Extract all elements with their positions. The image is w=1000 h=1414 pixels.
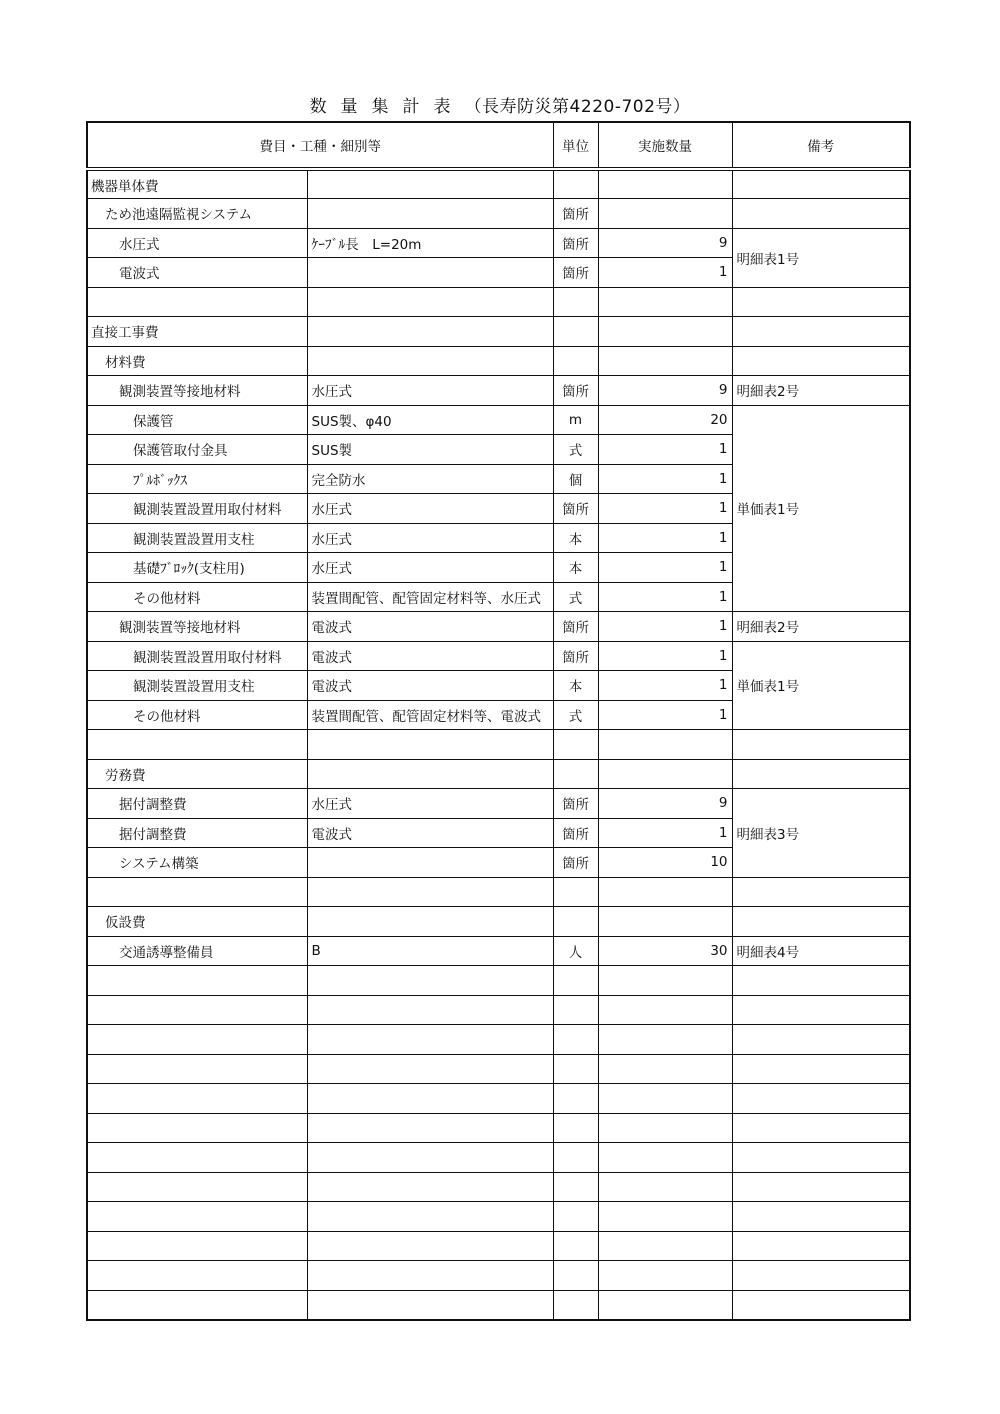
table-row [87,936,910,966]
cell-item-name: 観測装置設置用支柱 [87,523,307,553]
table-row [87,228,910,258]
cell-spec [307,1202,553,1232]
cell-unit [553,907,598,937]
title-suffix: （長寿防災第4220-702号） [464,97,691,117]
cell-spec [307,346,553,376]
cell-qty: 1 [598,464,732,494]
cell-qty [598,1054,732,1084]
cell-unit: 箇所 [553,818,598,848]
cell-spec: 水圧式 [307,789,553,819]
cell-spec: B [307,936,553,966]
cell-item-name: 観測装置設置用取付材料 [87,494,307,524]
cell-unit: 箇所 [553,258,598,288]
cell-qty [598,1025,732,1055]
cell-qty [598,1084,732,1114]
cell-item-name: システム構築 [87,848,307,878]
table-row [87,1231,910,1261]
cell-item-name: ため池遠隔監視システム [87,199,307,229]
cell-item-name: 観測装置等接地材料 [87,376,307,406]
cell-item-name [87,1025,307,1055]
cell-note [732,287,910,317]
cell-spec: 電波式 [307,612,553,642]
cell-note [732,995,910,1025]
table-row [87,1202,910,1232]
cell-item-name: 観測装置設置用支柱 [87,671,307,701]
cell-qty: 1 [598,818,732,848]
table-row [87,1054,910,1084]
cell-note [732,1290,910,1320]
cell-qty [598,1202,732,1232]
cell-spec [307,287,553,317]
table-row [87,199,910,229]
cell-note [732,966,910,996]
cell-unit [553,1113,598,1143]
cell-unit: 箇所 [553,612,598,642]
cell-note [732,1084,910,1114]
cell-spec [307,317,553,347]
cell-unit: 箇所 [553,228,598,258]
cell-spec [307,199,553,229]
table-row [87,907,910,937]
cell-qty: 1 [598,523,732,553]
cell-qty [598,1231,732,1261]
table-row [87,641,910,671]
cell-spec [307,1084,553,1114]
cell-qty: 20 [598,405,732,435]
cell-note [732,1143,910,1173]
cell-item-name: 水圧式 [87,228,307,258]
cell-note [732,1113,910,1143]
cell-unit [553,346,598,376]
table-row [87,730,910,760]
cell-unit [553,730,598,760]
header-unit: 単位 [553,122,598,169]
cell-spec [307,730,553,760]
cell-unit [553,1084,598,1114]
header-note: 備考 [732,122,910,169]
cell-unit [553,1290,598,1320]
cell-item-name [87,1113,307,1143]
page-title [0,92,1000,117]
cell-note: 明細表4号 [732,936,910,966]
cell-unit [553,169,598,199]
cell-item-name [87,1290,307,1320]
cell-note [732,1054,910,1084]
cell-unit: 式 [553,435,598,465]
cell-spec [307,848,553,878]
cell-item-name: 保護管取付金具 [87,435,307,465]
cell-spec: SUS製 [307,435,553,465]
cell-item-name: 基礎ﾌﾞﾛｯｸ(支柱用) [87,553,307,583]
cell-spec [307,1290,553,1320]
cell-qty: 1 [598,258,732,288]
cell-qty [598,1113,732,1143]
table-row [87,287,910,317]
cell-note [732,1202,910,1232]
cell-spec [307,1113,553,1143]
cell-item-name [87,966,307,996]
table-row [87,346,910,376]
cell-item-name [87,1261,307,1291]
cell-qty [598,730,732,760]
cell-spec: 電波式 [307,671,553,701]
cell-note [732,877,910,907]
table-row [87,1084,910,1114]
cell-qty: 1 [598,582,732,612]
cell-spec: 装置間配管、配管固定材料等、水圧式 [307,582,553,612]
cell-qty [598,1143,732,1173]
cell-item-name [87,995,307,1025]
cell-note [732,169,910,199]
cell-unit [553,1025,598,1055]
cell-item-name: ﾌﾟﾙﾎﾞｯｸｽ [87,464,307,494]
cell-note [732,1025,910,1055]
cell-note: 単価表1号 [732,405,910,612]
cell-unit [553,759,598,789]
cell-item-name [87,1172,307,1202]
cell-item-name: 労務費 [87,759,307,789]
cell-note: 明細表2号 [732,376,910,406]
cell-item-name: 保護管 [87,405,307,435]
cell-note [732,730,910,760]
table-row [87,966,910,996]
cell-note [732,199,910,229]
cell-note [732,346,910,376]
cell-qty [598,199,732,229]
table-row [87,1143,910,1173]
cell-note: 明細表1号 [732,228,910,287]
cell-unit: 本 [553,553,598,583]
cell-unit [553,287,598,317]
cell-spec: 装置間配管、配管固定材料等、電波式 [307,700,553,730]
cell-item-name [87,730,307,760]
cell-note: 明細表2号 [732,612,910,642]
cell-qty [598,1172,732,1202]
cell-spec [307,169,553,199]
cell-unit [553,877,598,907]
cell-spec [307,1261,553,1291]
cell-qty [598,759,732,789]
cell-qty [598,1290,732,1320]
cell-spec: 水圧式 [307,523,553,553]
cell-unit: 式 [553,582,598,612]
title-main: 数量集計表 [309,97,465,117]
cell-spec [307,1054,553,1084]
header-row [87,122,910,169]
cell-item-name [87,1143,307,1173]
table-row [87,1025,910,1055]
cell-note [732,907,910,937]
cell-spec [307,907,553,937]
cell-spec [307,759,553,789]
cell-spec: SUS製、φ40 [307,405,553,435]
cell-item-name: 観測装置等接地材料 [87,612,307,642]
table-row [87,169,910,199]
cell-unit [553,966,598,996]
cell-unit: 箇所 [553,199,598,229]
cell-unit: 箇所 [553,789,598,819]
cell-qty: 9 [598,376,732,406]
cell-qty [598,346,732,376]
cell-note [732,1231,910,1261]
cell-qty [598,995,732,1025]
cell-qty: 30 [598,936,732,966]
cell-unit [553,317,598,347]
cell-item-name: 観測装置設置用取付材料 [87,641,307,671]
cell-qty: 1 [598,671,732,701]
cell-unit [553,1231,598,1261]
table-row [87,1113,910,1143]
table-row [87,405,910,435]
cell-qty [598,1261,732,1291]
cell-unit [553,1054,598,1084]
cell-spec: 水圧式 [307,494,553,524]
cell-item-name: その他材料 [87,700,307,730]
table-row [87,1290,910,1320]
table-row [87,612,910,642]
cell-spec: 水圧式 [307,376,553,406]
cell-unit [553,1261,598,1291]
cell-qty: 9 [598,789,732,819]
cell-unit: 箇所 [553,376,598,406]
table-row [87,877,910,907]
cell-item-name: 直接工事費 [87,317,307,347]
quantity-table [86,121,911,1321]
cell-spec: 水圧式 [307,553,553,583]
cell-qty: 1 [598,553,732,583]
table-row [87,789,910,819]
header-qty: 実施数量 [598,122,732,169]
cell-note [732,1261,910,1291]
cell-item-name [87,1084,307,1114]
header-item: 費目・工種・細別等 [87,122,553,169]
table-row [87,995,910,1025]
cell-qty: 1 [598,435,732,465]
cell-item-name: 機器単体費 [87,169,307,199]
cell-spec: 完全防水 [307,464,553,494]
cell-spec [307,1231,553,1261]
cell-item-name [87,1202,307,1232]
cell-spec [307,258,553,288]
cell-note: 明細表3号 [732,789,910,878]
cell-item-name: 据付調整費 [87,789,307,819]
cell-unit: 個 [553,464,598,494]
table-row [87,376,910,406]
cell-item-name [87,1231,307,1261]
cell-unit: 箇所 [553,641,598,671]
cell-qty [598,907,732,937]
cell-spec: 電波式 [307,641,553,671]
cell-item-name: 仮設費 [87,907,307,937]
cell-item-name: その他材料 [87,582,307,612]
table-body [87,169,910,1320]
cell-spec [307,1172,553,1202]
table-row [87,1261,910,1291]
cell-unit: 人 [553,936,598,966]
cell-qty [598,966,732,996]
table-row [87,759,910,789]
cell-qty: 1 [598,700,732,730]
cell-qty: 1 [598,641,732,671]
cell-spec [307,995,553,1025]
cell-qty: 1 [598,612,732,642]
cell-unit: 箇所 [553,494,598,524]
cell-unit: 本 [553,523,598,553]
table-row [87,1172,910,1202]
cell-qty: 9 [598,228,732,258]
cell-unit: m [553,405,598,435]
cell-spec [307,966,553,996]
cell-unit [553,995,598,1025]
cell-item-name [87,877,307,907]
table-row [87,317,910,347]
cell-note [732,1172,910,1202]
cell-unit: 式 [553,700,598,730]
cell-spec [307,1025,553,1055]
cell-unit: 本 [553,671,598,701]
cell-spec: ｹｰﾌﾞﾙ長 L=20m [307,228,553,258]
cell-item-name [87,287,307,317]
cell-item-name: 据付調整費 [87,818,307,848]
cell-unit: 箇所 [553,848,598,878]
cell-qty [598,317,732,347]
cell-item-name: 交通誘導整備員 [87,936,307,966]
cell-unit [553,1172,598,1202]
cell-item-name [87,1054,307,1084]
cell-spec [307,877,553,907]
cell-unit [553,1202,598,1232]
cell-note: 単価表1号 [732,641,910,730]
cell-qty: 10 [598,848,732,878]
cell-qty [598,287,732,317]
cell-spec [307,1143,553,1173]
cell-item-name: 材料費 [87,346,307,376]
cell-note [732,317,910,347]
cell-spec: 電波式 [307,818,553,848]
cell-item-name: 電波式 [87,258,307,288]
cell-qty: 1 [598,494,732,524]
cell-qty [598,169,732,199]
cell-unit [553,1143,598,1173]
cell-qty [598,877,732,907]
cell-note [732,759,910,789]
